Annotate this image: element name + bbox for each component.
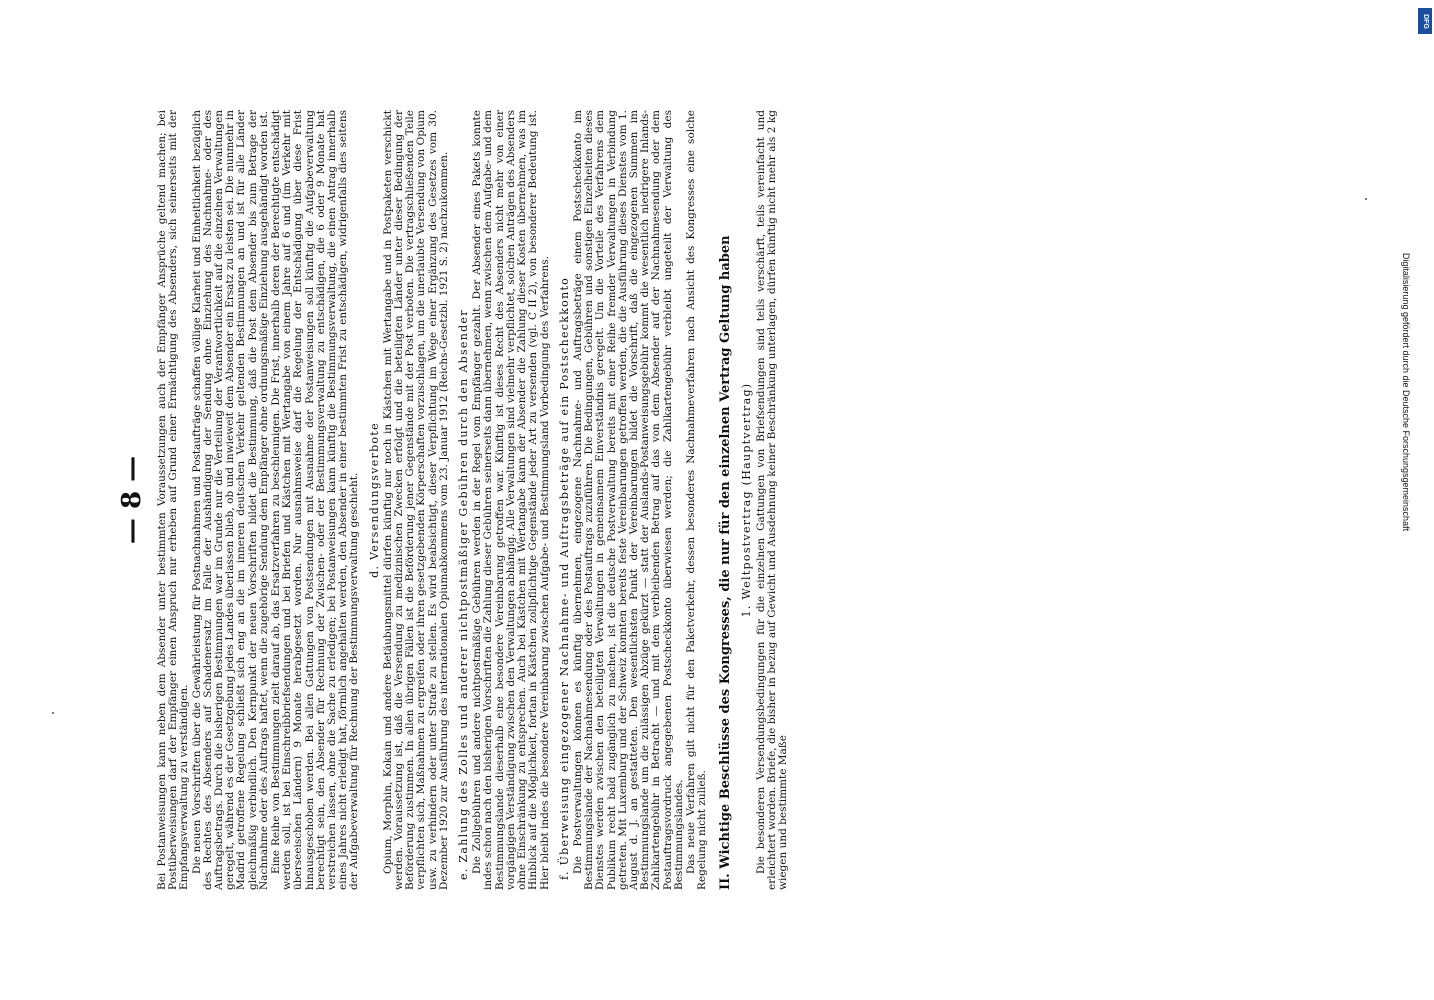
heading-weltpostvertrag: 1. Weltpostvertrag (Hauptvertrag)	[740, 382, 754, 618]
paragraph-paketverkehr: Das neue Verfahren gilt nicht für den Paketverkehr, dessen besonderes Nachnahmeverfahren nach Ansicht des Kongresses eine solche Regelung nicht zuließ.	[684, 110, 709, 890]
dfg-logo-text: DFG	[1421, 13, 1429, 29]
scan-speck	[52, 712, 54, 714]
digitization-credit: Digitalisierung gefördert durch die Deutsche Forschungsgemeinschaft	[1401, 252, 1411, 532]
heading-versendungsverbote: d. Versendungsverbote	[367, 422, 381, 578]
paragraph-postanweisungen: Bei Postanweisungen kann neben dem Absender unter bestimmten Voraussetzungen auch der Empfänger Ansprüche geltend machen; bei Postüberweisungen darf der Empfänger einen Anspruch nur erheben auf Grund einer Ermächtigung des Absenders, sich seinerseits mit der Empfangsverwaltung zu verständigen.	[156, 110, 191, 890]
paragraph-zollgebuehren: Die Zollgebühren und andere nichtpostmäßige Gebühren werden in der Regel vom Empfänger gezahlt. Der Absender eines Pakets konnte indes schon nach den bisherigen Vorschriften die Zahlung dieser Gebühren seinerseits dann übernehmen, wenn zwischen dem Aufgabe- und dem Bestimmungslande dieserhalb eine besondere Vereinbarung getroffen war. Künftig ist dieses Recht des Absenders nicht mehr von einer vorgängigen Verständigung zwischen den Verwaltungen abhängig. Alle Verwaltungen sind vielmehr verpflichtet, solchen Anträgen des Absenders ohne Einschränkung zu entsprechen. Auch bei Kästchen mit Wertangabe kann der Absender die Zahlung dieser Kosten übernehmen, was im Hinblick auf die Möglichkeit, fortan in Kästchen zollpflichtige Gegenstände jeder Art zu versenden (vgl. C II 2), von besonderer Bedeutung ist. Hier bleibt indes die besondere Vereinbarung zwischen Aufgabe- und Bestimmungsland Vorbedingung des Verfahrens.	[471, 110, 551, 890]
rotated-text-block	[117, 110, 1317, 890]
scan-speck	[1365, 198, 1367, 200]
paragraph-postscheckkonto: Die Postverwaltungen können es künftig übernehmen, eingezogene Nachnahme- und Auftragsbeträge einem Postscheckkonto im Bestimmungslande der Nachnahmesendung oder des Postauftrags zuzuführen. Die Bedingungen, Gebühren und sonstigen Einzelheiten dieses Dienstes werden zwischen den beteiligten Verwaltungen in gemeinsamem Einverständnis geregelt. Um die Vorteile des Verfahrens dem Publikum recht bald zugänglich zu machen, ist die deutsche Postverwaltung bereits mit einer Reihe fremder Verwaltungen in Verbindung getreten. Mit Luxemburg und der Schweiz konnten bereits feste Vereinbarungen getroffen werden, die die Ausführung dieses Dienstes vom 1. August d. J. an gestatteten. Den wesentlichsten Punkt der Vereinbarungen bildet die Vorschrift, daß die eingezogenen Summen im Bestimmungslande um die zulässigen Abzüge gekürzt — statt der Auslands-Postanweisungsgebühr kommt die wesentlich niedrigere Inlands-Zahlkartengebühr in Betracht — und mit dem verbleibenden Betrag auf das von dem Absender auf der Nachnahmesendung oder dem Postauftragsvordruck angegebenen Postscheckkonto überwiesen werden; die Zahlkartengebühr verbleibt ungeteilt der Verwaltung des Bestimmungslandes.	[571, 110, 685, 890]
heading-wichtige-beschluesse: II. Wichtige Beschlüsse des Kongresses, die nur für den einzelnen Vertrag Geltung haben	[718, 235, 734, 890]
paragraph-gewaehrleistung: Die neuen Vorschriften über die Gewährleistung für Postnachnahmen und Postaufträge schaffen völlige Klarheit und Einheitlichkeit bezüglich des Rechtes des Absenders auf Schadenersatz im Falle der Aushändigung der Sendung ohne Einziehung des Nachnahme- oder des Auftragsbetrags. Durch die bisherigen Bestimmungen war im Grunde nur die Verteilung der Verantwortlichkeit auf die einzelnen Verwaltungen geregelt, während es der Gesetzgebung jedes Landes überlassen blieb, ob und inwieweit dem Absender ein Ersatz zu leisten sei. Die nunmehr in Madrid getroffene Regelung schließt sich eng an die im inneren deutschen Verkehr geltenden Bestimmungen an und ist für alle Länder gleichmäßig verbindlich. Den Kernpunkt der neuen Vorschriften bildet die Bestimmung, daß die Post dem Absender bis zum Betrage der Nachnahme oder des Auftrags haftet, wenn die zugehörige Sendung dem Empfänger ohne ordnungsmäßige Einziehung ausgehändigt worden ist.	[190, 110, 270, 890]
paragraph-versendungsbedingungen: Die besonderen Versendungsbedingungen für die einzelnen Gattungen von Briefsendungen sind teils verschärft, teils vereinfacht und erleichtert worden. Briefe, die bisher in bezug auf Gewicht und Ausdehnung keiner Beschränkung unterlagen, dürfen künftig nicht mehr als 2 kg wiegen und bestimmte Maße	[754, 110, 789, 890]
paragraph-ersatzverfahren: Eine Reihe von Bestimmungen zielt darauf ab, das Ersatzverfahren zu beschleunigen. Die Frist, innerhalb deren der Berechtigte entschädigt werden soll, ist bei Einschreibbriefsendungen und bei Briefen und Kästchen mit Wertangabe von einem Jahre auf 6 und (im Verkehr mit überseeischen Ländern) 9 Monate herabgesetzt worden. Nur ausnahmsweise darf die Regelung der Entschädigung über diese Frist hinausgeschoben werden. Bei allen Gattungen von Postsendungen mit Ausnahme der Postanweisungen soll künftig die Aufgabeverwaltung berechtigt sein, den Absender für Rechnung der Zwischen- oder der Bestimmungsverwaltung zu entschädigen, die 6 oder 9 Monate hat verstreichen lassen, ohne die Sache zu erledigen; bei Postanweisungen kann künftig die Bestimmungsverwaltung, die einen Antrag innerhalb eines Jahres nicht erledigt hat, förmlich angehalten werden, den Absender in einer bestimmten Frist zu entschädigen, widrigenfalls dies seitens der Aufgabeverwaltung für Rechnung der Bestimmungsverwaltung geschieht.	[270, 110, 361, 890]
page-number: — 8 —	[117, 455, 147, 545]
paragraph-opium: Opium, Morphin, Kokain und andere Betäubungsmittel dürfen künftig nur noch in Kästchen mit Wertangabe und in Postpaketen verschickt werden. Voraussetzung ist, daß die Versendung zu medizinischen Zwecken erfolgt und die beteiligten Länder unter dieser Bedingung der Beförderung zustimmen. In allen übrigen Fällen ist die Beförderung jener Gegenstände mit der Post verboten. Die vertragschließenden Teile verpflichten sich, Maßnahmen zu ergreifen oder ihren gesetzgebenden Körperschaften vorzuschlagen, um die unerlaubte Versendung von Opium usw. zu verhindern oder unter Strafe zu stellen. Es wird beabsichtigt, dieser Verpflichtung im Wege einer Ergänzung des Gesetzes vom 30. Dezember 1920 zur Ausführung des internationalen Opiumabkommens vom 23. Januar 1912 (Reichs-Gesetzbl. 1921 S. 2) nachzukommen.	[381, 110, 450, 890]
heading-ueberweisung: f. Überweisung eingezogener Nachnahme- und Auftragsbeträge auf ein Postscheckkonto	[557, 276, 571, 880]
heading-zollzahlung: e. Zahlung des Zolles und anderer nichtpostmäßiger Gebühren durch den Absender	[457, 309, 471, 880]
dfg-logo	[1418, 8, 1432, 34]
